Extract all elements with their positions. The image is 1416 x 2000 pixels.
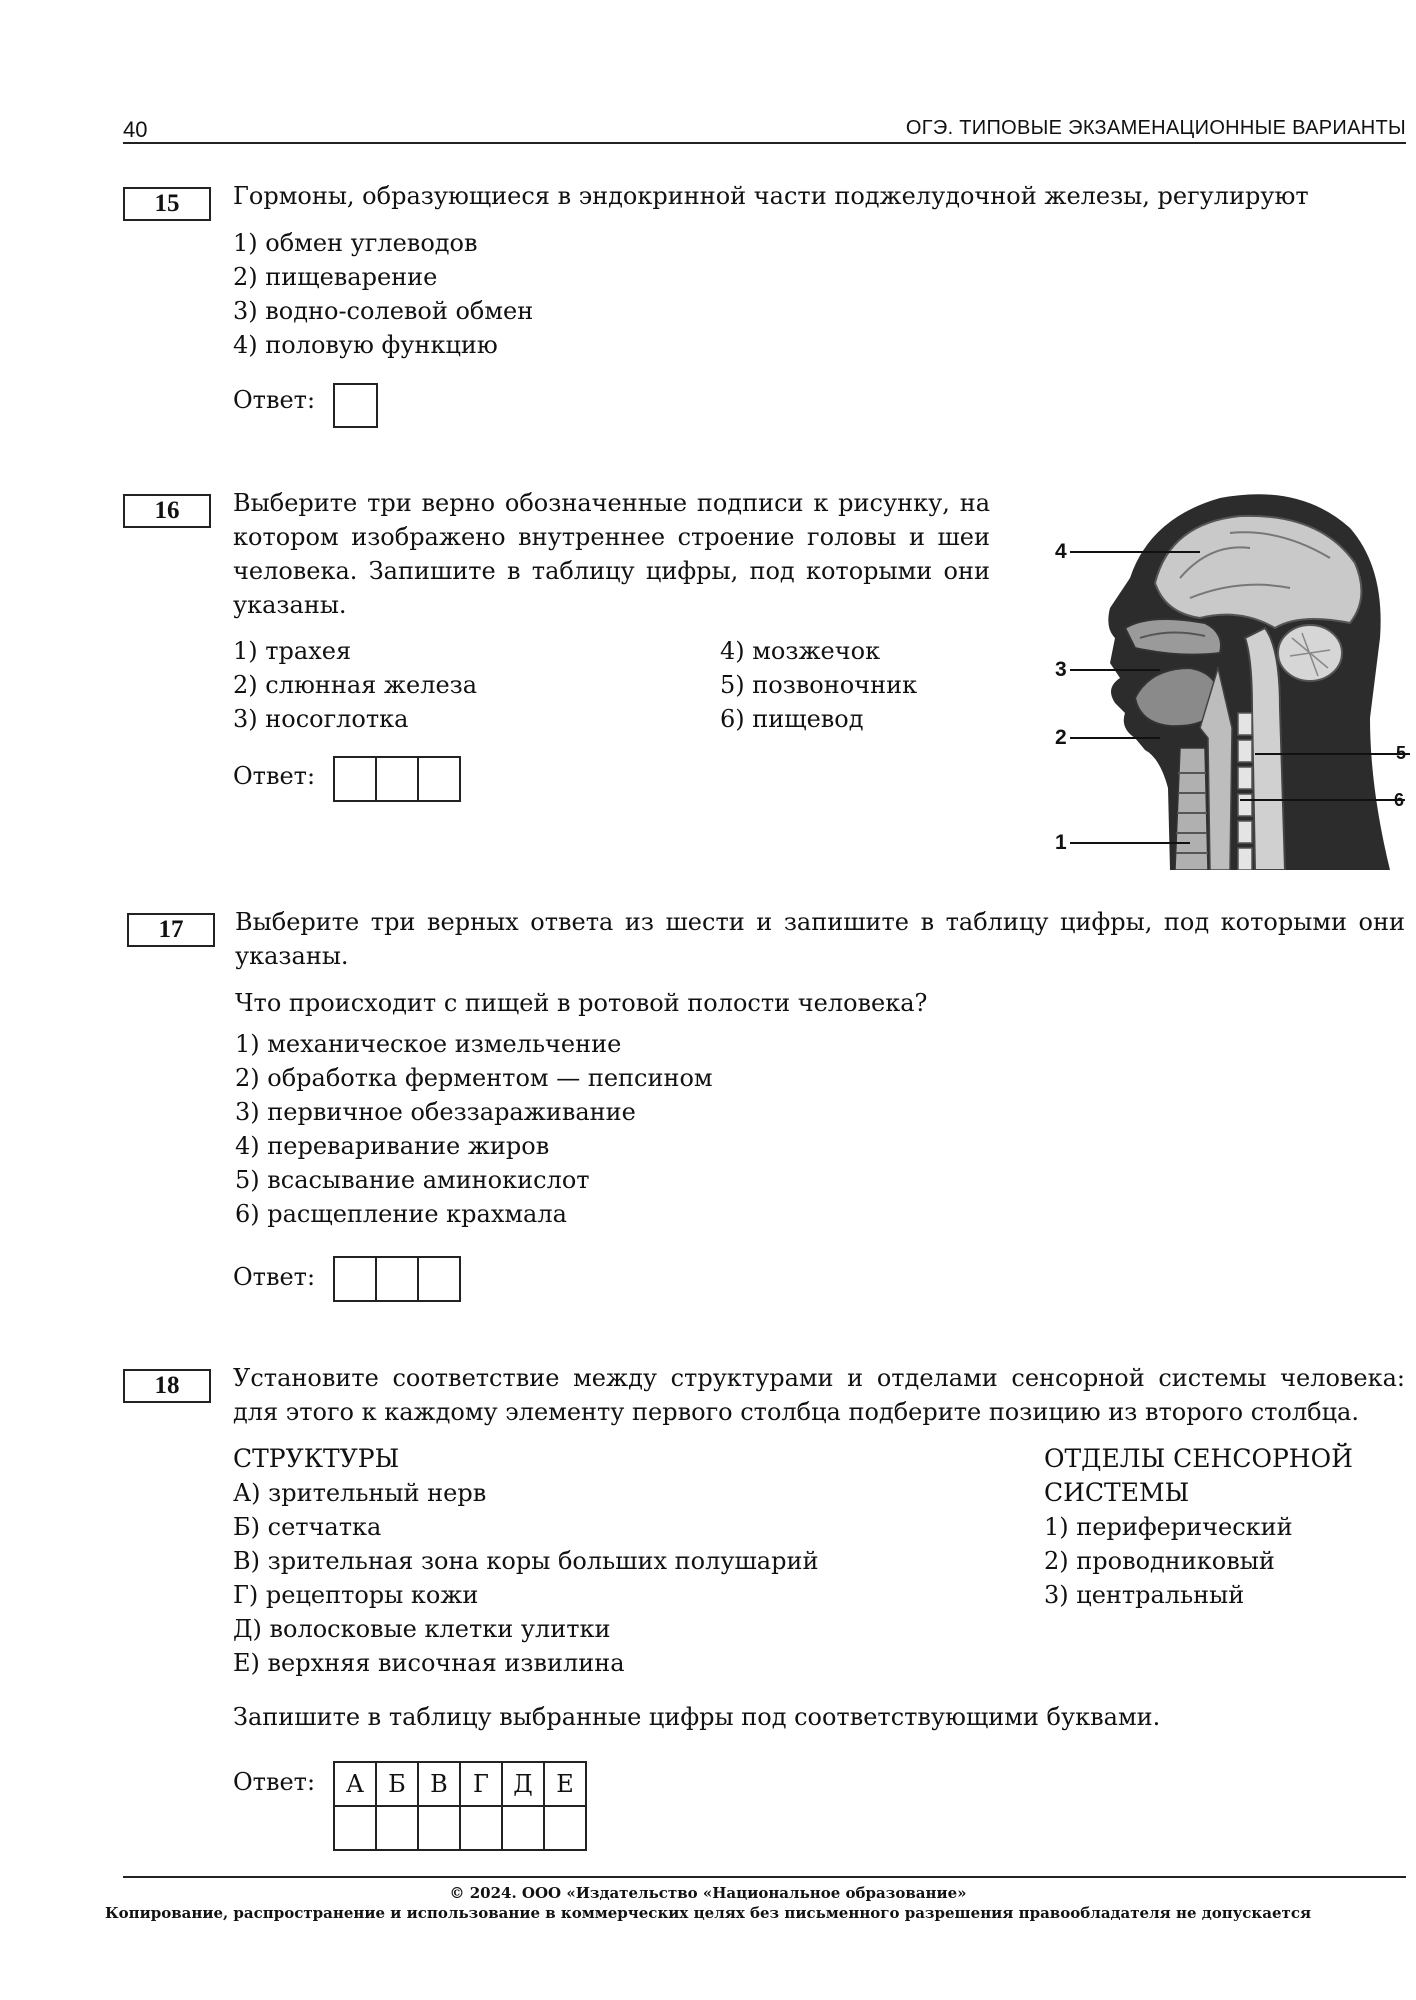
option: 3) водно-солевой обмен [233,297,534,325]
question-18-answer-grid [333,1761,587,1851]
answer-letter: В [418,1762,460,1806]
answer-cell[interactable] [418,1257,460,1301]
answer-letter: Д [502,1762,544,1806]
list-item: 1) периферический [1044,1513,1293,1541]
question-16-number: 16 [123,494,211,528]
answer-label: Ответ: [233,1768,316,1796]
question-17-options [235,1027,713,1231]
answer-cell[interactable] [376,1257,418,1301]
figure-label-6: 6 [1394,790,1405,810]
list-item: Б) сетчатка [233,1513,382,1541]
question-15-options [233,226,533,362]
answer-cell[interactable] [460,1806,502,1850]
nasal-cavity-shape [1125,619,1221,655]
question-16-text: Выберите три верно обозначенные подписи к рисунку, на котором изображено внутреннее строение головы и шеи человека. Запишите в таблицу цифры, под которыми они указаны. [233,489,990,619]
option: 2) слюнная железа [233,671,478,699]
option: 2) обработка ферментом — пепсином [235,1064,713,1092]
question-15-answer-box[interactable] [333,383,378,428]
list-item: А) зрительный нерв [233,1479,487,1507]
option: 6) пищевод [720,705,864,733]
figure-label-1: 1 [1055,831,1067,854]
answer-letter: Г [460,1762,502,1806]
sections-header-line2: СИСТЕМЫ [1044,1478,1190,1507]
option: 2) пищеварение [233,263,438,291]
answer-cell[interactable] [376,1806,418,1850]
question-17-number: 17 [127,913,215,947]
option: 4) половую функцию [233,331,498,359]
answer-cell[interactable] [376,757,418,801]
sections-list [1044,1510,1293,1612]
footer-notice: Копирование, распространение и использование в коммерческих целях без письменного разрешения правообладателя не допускается [104,1904,1312,1922]
list-item: Г) рецепторы кожи [233,1581,479,1609]
structures-header: СТРУКТУРЫ [233,1444,400,1473]
answer-label: Ответ: [233,1263,316,1291]
question-17-answer-grid [333,1256,461,1302]
figure-label-3: 3 [1055,658,1067,681]
footer-rule [123,1876,1406,1878]
list-item: Д) волосковые клетки улитки [233,1615,611,1643]
answer-label: Ответ: [233,386,316,414]
answer-cell[interactable] [418,757,460,801]
question-16-options-left [233,634,477,736]
sections-header-line1: ОТДЕЛЫ СЕНСОРНОЙ [1044,1444,1353,1473]
answer-letter: Б [376,1762,418,1806]
question-17-question: Что происходит с пищей в ротовой полости человека? [235,989,928,1017]
trachea-shape [1175,748,1208,870]
list-item: В) зрительная зона коры больших полушарий [233,1547,819,1575]
question-16-answer-grid [333,756,461,802]
answer-cell[interactable] [418,1806,460,1850]
figure-label-2: 2 [1055,726,1067,749]
question-18-instruction: Запишите в таблицу выбранные цифры под соответствующими буквами. [233,1703,1161,1731]
answer-letter: А [334,1762,376,1806]
option: 3) первичное обеззараживание [235,1098,636,1126]
answer-cell[interactable] [502,1806,544,1850]
option: 1) механическое измельчение [235,1030,622,1058]
list-item: 2) проводниковый [1044,1547,1275,1575]
answer-letter: Е [544,1762,586,1806]
header-rule [123,142,1406,144]
question-17-text: Выберите три верных ответа из шести и запишите в таблицу цифры, под которыми они указаны. [235,908,1405,970]
question-18-number: 18 [123,1369,211,1403]
option: 3) носоглотка [233,705,409,733]
answer-cell[interactable] [334,1257,376,1301]
option: 5) всасывание аминокислот [235,1166,590,1194]
list-item: Е) верхняя височная извилина [233,1649,625,1677]
option: 6) расщепление крахмала [235,1200,567,1228]
list-item: 3) центральный [1044,1581,1245,1609]
option: 1) трахея [233,637,352,665]
option: 4) переваривание жиров [235,1132,550,1160]
answer-cell[interactable] [334,757,376,801]
structures-list [233,1476,818,1680]
answer-cell[interactable] [334,1806,376,1850]
figure-label-5: 5 [1396,743,1407,763]
option: 5) позвоночник [720,671,918,699]
figure-label-4: 4 [1055,540,1067,563]
answer-label: Ответ: [233,762,316,790]
head-section-figure [1040,488,1410,873]
answer-cell[interactable] [544,1806,586,1850]
footer-copyright: © 2024. ООО «Издательство «Национальное образование» [449,1884,967,1902]
question-18-text: Установите соответствие между структурами и отделами сенсорной системы человека: для этого к каждому элементу первого столбца подберите позицию из второго столбца. [233,1364,1405,1426]
option: 1) обмен углеводов [233,229,478,257]
option: 4) мозжечок [720,637,881,665]
running-header: ОГЭ. ТИПОВЫЕ ЭКЗАМЕНАЦИОННЫЕ ВАРИАНТЫ [905,117,1406,139]
question-16-options-right [720,634,917,736]
page-number: 40 [123,117,148,142]
question-15-text: Гормоны, образующиеся в эндокринной части поджелудочной железы, регулируют [233,182,1309,210]
question-15-number: 15 [123,187,211,221]
